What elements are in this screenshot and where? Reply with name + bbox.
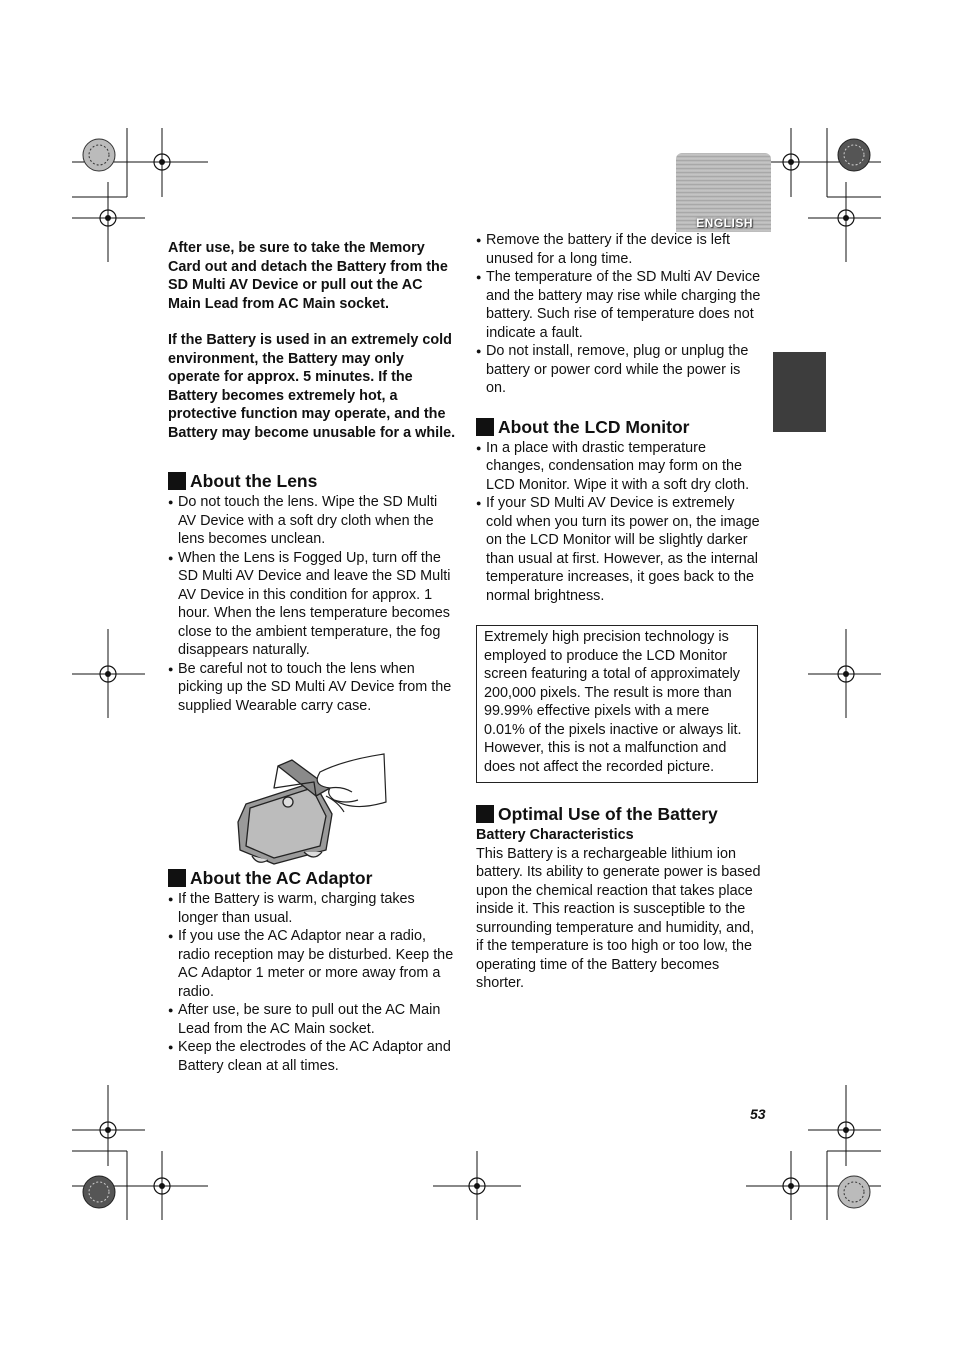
intro-paragraph-cold-battery: If the Battery is used in an extremely cold environment, the Battery may only operate for approx. 5 minutes. If the Battery becomes extremely hot, a protective function may operate, and the Battery may become unusable for a while. [168,332,456,441]
pixel-notice-box: Extremely high precision technology is employed to produce the LCD Monitor screen featuring a total of approximately 200,000 pixels. The result is more than 99.99% effective pixels with a mere 0.01% of the pixels inactive or always lit. However, this is not a malfunction and does not affect the recorded picture. [476,625,758,783]
page-number: 53 [750,1106,766,1122]
device-in-carry-case-illustration [234,752,394,870]
list-item: ● Do not touch the lens. Wipe the SD Multi AV Device with a soft dry cloth when the lens becomes unclean. [168,493,458,549]
list-item: ● In a place with drastic temperature changes, condensation may form on the LCD Monitor. Wipe it with a soft dry cloth. [476,439,764,495]
section-heading-ac-adaptor [168,867,458,889]
lcd-monitor-list [476,439,764,606]
section-heading-battery [476,803,764,825]
heading-square-icon [168,869,186,887]
language-tab-label: ENGLISH [696,216,753,230]
section-title: About the Lens [190,471,318,491]
ac-adaptor-list [168,890,458,1075]
list-item: ● Keep the electrodes of the AC Adaptor and Battery clean at all times. [168,1038,458,1075]
list-item: ● Be careful not to touch the lens when picking up the SD Multi AV Device from the supplied Wearable carry case. [168,660,458,716]
right-column [476,231,764,993]
list-item: ● Remove the battery if the device is left unused for a long time. [476,231,764,268]
section-thumb-tab [773,352,826,432]
list-item: ● When the Lens is Fogged Up, turn off the SD Multi AV Device and leave the SD Multi AV Device in this condition for approx. 1 hour. When the lens temperature becomes close to the ambient temperature, the fog disappears naturally. [168,549,458,660]
list-item: ● If the Battery is warm, charging takes longer than usual. [168,890,458,927]
section-heading-lens [168,470,458,492]
heading-square-icon [476,805,494,823]
heading-square-icon [476,418,494,436]
list-item: ● If you use the AC Adaptor near a radio, radio reception may be disturbed. Keep the AC Adaptor 1 meter or more away from a radio. [168,927,458,1001]
section-title: Optimal Use of the Battery [498,804,718,824]
list-item: ● Do not install, remove, plug or unplug the battery or power cord while the power is on. [476,342,764,398]
heading-square-icon [168,472,186,490]
battery-characteristics-text: This Battery is a rechargeable lithium ion battery. Its ability to generate power is based upon the chemical reaction that takes place inside it. This reaction is susceptible to the surrounding temperature and humidity, and, if the temperature is too high or too low, the operating time of the Battery becomes shorter. [476,845,761,991]
lens-list [168,493,458,715]
list-item: ● If your SD Multi AV Device is extremely cold when you turn its power on, the image on the LCD Monitor will be slightly darker than usual at first. However, as the internal temperature increases, it goes back to the normal brightness. [476,494,764,605]
battery-care-list [476,231,764,398]
intro-paragraph-memory-card: After use, be sure to take the Memory Card out and detach the Battery from the SD Multi AV Device or pull out the AC Main Lead from AC Main socket. [168,240,448,312]
list-item: ● After use, be sure to pull out the AC Main Lead from the AC Main socket. [168,1001,458,1038]
section-title: About the AC Adaptor [190,868,373,888]
section-heading-lcd-monitor [476,416,764,438]
left-column [168,239,458,1075]
language-tab [676,153,771,232]
section-title: About the LCD Monitor [498,416,690,437]
battery-characteristics-subheading: Battery Characteristics [476,827,634,843]
list-item: ● The temperature of the SD Multi AV Device and the battery may rise while charging the battery. Such rise of temperature does not indicate a fault. [476,268,764,342]
